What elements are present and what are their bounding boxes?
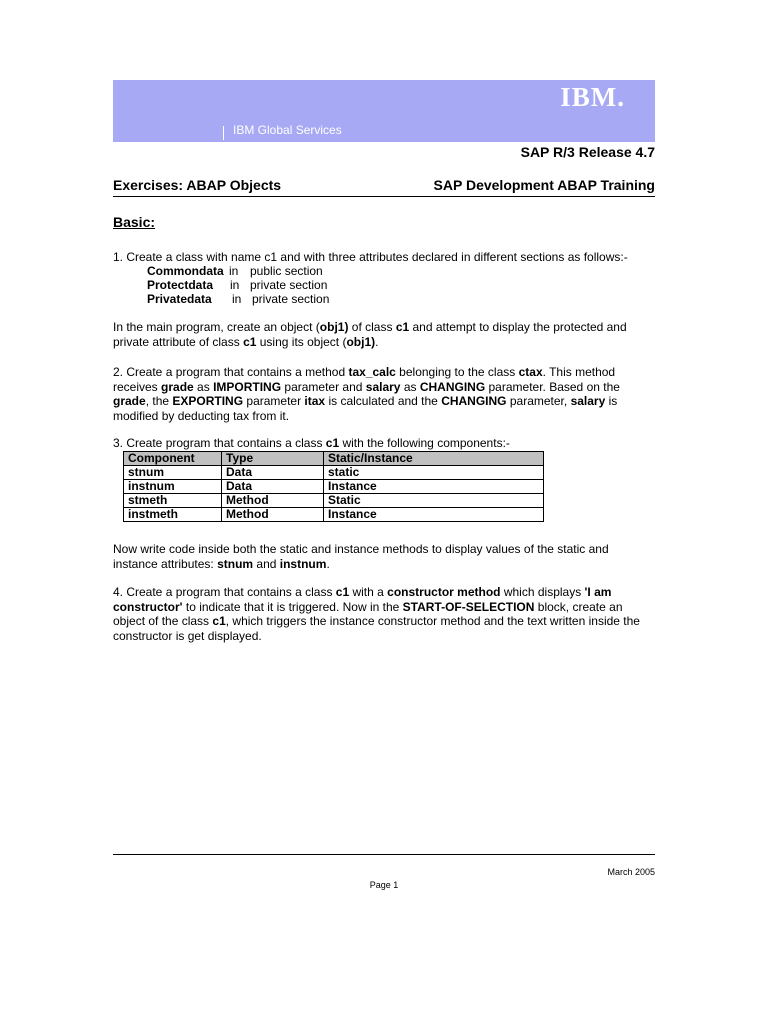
section-heading: Basic:: [113, 214, 156, 230]
table-cell: stmeth: [124, 494, 222, 508]
ex2-paragraph: 2. Create a program that contains a method tax_calc belonging to the class ctax. This method receives grade as IMPORTING parameter and salary as CHANGING parameter. Based on the grade, the EXPORTING parameter itax is calculated and the CHANGING parameter, salary is modified by deducting tax from it.: [113, 365, 620, 423]
page-number: Page 1: [369, 880, 399, 890]
table-cell: Method: [222, 508, 324, 522]
header-divider: [113, 196, 655, 197]
attr-in: in: [232, 292, 242, 306]
attr-in: in: [229, 264, 239, 278]
table-header-cell: Component: [124, 452, 222, 466]
table-cell: instnum: [124, 480, 222, 494]
table-row: [124, 466, 544, 480]
attr-section: public section: [250, 264, 323, 278]
ibm-banner: [113, 80, 655, 142]
table-cell: Instance: [324, 480, 544, 494]
attr-name: Commondata: [147, 264, 224, 278]
table-cell: Instance: [324, 508, 544, 522]
components-table: [123, 451, 544, 522]
ibm-logo: IBM.: [560, 82, 625, 112]
ex1-attr-row: [147, 278, 327, 293]
table-cell: static: [324, 466, 544, 480]
attr-in: in: [230, 278, 240, 292]
ex1-attr-row: [147, 264, 323, 279]
table-header-cell: Type: [222, 452, 324, 466]
table-cell: Method: [222, 494, 324, 508]
global-services-label: IBM Global Services: [233, 123, 342, 137]
table-row: [124, 494, 544, 508]
training-title: SAP Development ABAP Training: [433, 177, 655, 193]
table-cell: Data: [222, 466, 324, 480]
ex3-paragraph: Now write code inside both the static and instance methods to display values of the static and instance attributes: stnum and instnum.: [113, 542, 609, 571]
table-cell: stnum: [124, 466, 222, 480]
ex3-intro: 3. Create program that contains a class c1 with the following components:-: [113, 436, 510, 450]
table-cell: instmeth: [124, 508, 222, 522]
attr-section: private section: [250, 278, 328, 292]
ex1-attr-row: [147, 292, 329, 307]
footer-divider: [113, 854, 655, 855]
banner-separator: [223, 126, 224, 140]
table-cell: Data: [222, 480, 324, 494]
release-label: SAP R/3 Release 4.7: [520, 144, 655, 160]
doc-title: Exercises: ABAP Objects: [113, 177, 282, 193]
attr-name: Protectdata: [147, 278, 214, 292]
ex4-paragraph: 4. Create a program that contains a class c1 with a constructor method which displays 'I am constructor' to indicate that it is triggered. Now in the START-OF-SELECTION block, create an object of the class c1, which triggers the instance constructor method and the text written inside the constructor is get displayed.: [113, 585, 640, 643]
table-header-cell: Static/Instance: [324, 452, 544, 466]
attr-section: private section: [252, 292, 330, 306]
footer-date: March 2005: [607, 867, 655, 877]
table-header-row: [124, 452, 544, 466]
table-row: [124, 480, 544, 494]
attr-name: Privatedata: [147, 292, 212, 306]
ex1-intro: 1. Create a class with name c1 and with three attributes declared in different sections as follows:-: [113, 250, 628, 264]
table-row: [124, 508, 544, 522]
table-cell: Static: [324, 494, 544, 508]
ex1-paragraph: In the main program, create an object (obj1) of class c1 and attempt to display the protected and private attribute of class c1 using its object (obj1).: [113, 320, 627, 349]
